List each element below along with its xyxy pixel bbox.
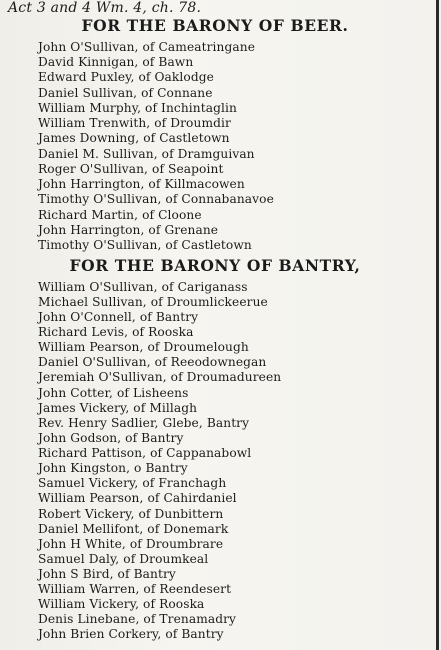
list-item: John Brien Corkery, of Bantry xyxy=(38,627,224,641)
list-item: John O'Sullivan, of Cameatringane xyxy=(38,40,256,54)
list-item: Jeremiah O'Sullivan, of Droumadureen xyxy=(38,370,282,384)
list-item: John Godson, of Bantry xyxy=(38,431,184,445)
list-item: William Pearson, of Cahirdaniel xyxy=(38,491,237,505)
list-item: John Cotter, of Lisheens xyxy=(38,386,189,400)
list-item: John S Bird, of Bantry xyxy=(38,567,176,581)
list-item: David Kinnigan, of Bawn xyxy=(38,55,194,69)
list-item: John O'Connell, of Bantry xyxy=(38,310,199,324)
list-item: Daniel O'Sullivan, of Reeodownegan xyxy=(38,355,267,369)
list-item: Denis Linebane, of Trenamadry xyxy=(38,612,237,626)
list-item: Richard Martin, of Cloone xyxy=(38,208,202,222)
list-item: Daniel Sullivan, of Connane xyxy=(38,86,213,100)
list-item: James Downing, of Castletown xyxy=(38,131,230,145)
list-item: Timothy O'Sullivan, of Connabanavoe xyxy=(38,192,274,206)
list-item: William Murphy, of Inchintaglin xyxy=(38,101,237,115)
list-item: Samuel Daly, of Droumkeal xyxy=(38,552,209,566)
list-item: John Harrington, of Killmacowen xyxy=(38,177,245,191)
list-item: William O'Sullivan, of Cariganass xyxy=(38,280,248,294)
act-reference-line: Act 3 and 4 Wm. 4, ch. 78. xyxy=(8,0,202,16)
list-item: Michael Sullivan, of Droumlickeerue xyxy=(38,295,268,309)
list-item: Richard Pattison, of Cappanabowl xyxy=(38,446,252,460)
list-item: Edward Puxley, of Oaklodge xyxy=(38,70,214,84)
list-item: Daniel Mellifont, of Donemark xyxy=(38,522,229,536)
list-item: John Kingston, o Bantry xyxy=(38,461,188,475)
list-item: Roger O'Sullivan, of Seapoint xyxy=(38,162,224,176)
list-item: Rev. Henry Sadlier, Glebe, Bantry xyxy=(38,416,250,430)
list-item: William Vickery, of Rooska xyxy=(38,597,205,611)
page-edge-border xyxy=(436,0,439,650)
list-item: Robert Vickery, of Dunbittern xyxy=(38,507,224,521)
list-item: John H White, of Droumbrare xyxy=(38,537,224,551)
list-item: Samuel Vickery, of Franchagh xyxy=(38,476,227,490)
list-item: James Vickery, of Millagh xyxy=(38,401,198,415)
list-item: William Trenwith, of Droumdir xyxy=(38,116,231,130)
list-item: Daniel M. Sullivan, of Dramguivan xyxy=(38,147,255,161)
section-title-beer: FOR THE BARONY OF BEER. xyxy=(81,16,349,35)
list-item: Timothy O'Sullivan, of Castletown xyxy=(38,238,252,252)
list-item: William Pearson, of Droumelough xyxy=(38,340,249,354)
section-title-bantry: FOR THE BARONY OF BANTRY, xyxy=(69,256,361,275)
list-item: William Warren, of Reendesert xyxy=(38,582,232,596)
list-item: Richard Levis, of Rooska xyxy=(38,325,194,339)
list-item: John Harrington, of Grenane xyxy=(38,223,219,237)
